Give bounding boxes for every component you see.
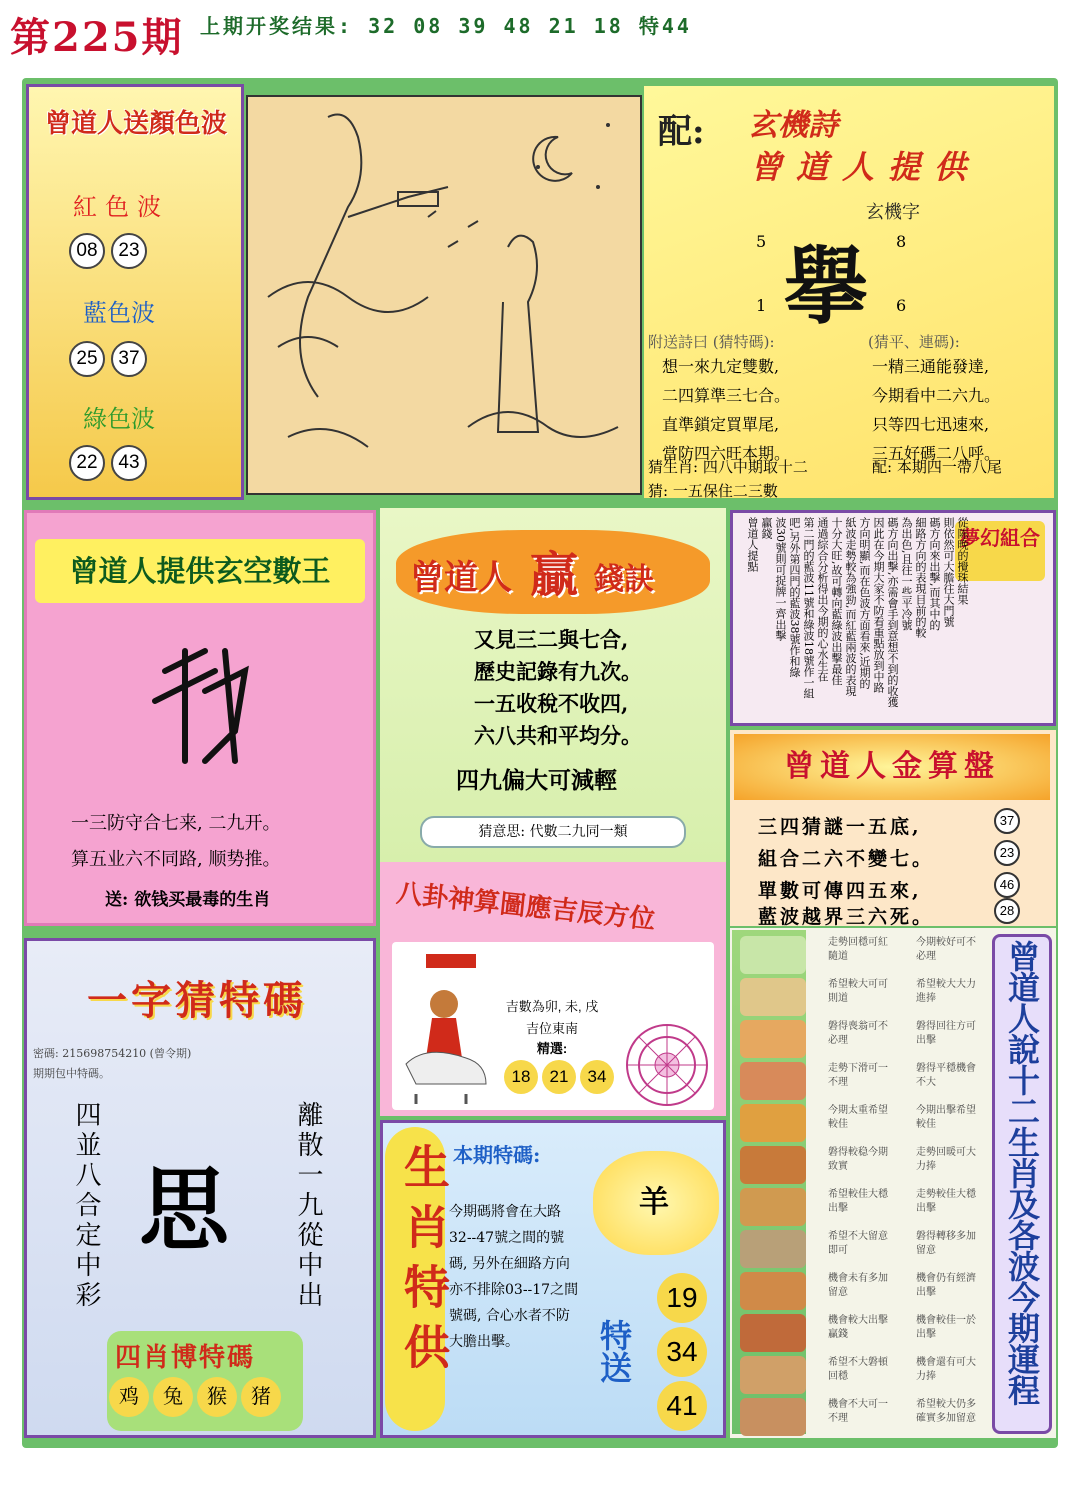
win-line: 又見三二與七合, — [474, 627, 629, 652]
forecast-cell: 走勢較佳大穩出擊 — [916, 1189, 976, 1214]
forecast-cell: 機會還有可大力捧 — [916, 1357, 976, 1382]
win-line: 一五收稅不收四, — [474, 691, 629, 716]
bagua-number: 18 — [504, 1060, 538, 1094]
win-formula-panel — [380, 508, 726, 862]
forecast-cell: 今期出擊希望較佳 — [916, 1105, 976, 1130]
last-result: 上期开奖结果: 32 08 39 48 21 18 特44 — [200, 14, 692, 38]
left-column-text: 四並八合定中彩 — [71, 1101, 101, 1311]
zodiac-special-title: 本期特碼: — [453, 1143, 541, 1167]
poem-line: 當防四六旺本期。 — [662, 444, 791, 463]
mirror-col: 吧,另外第四門的藍波38號作和綠 — [788, 517, 801, 678]
blue-number: 25 — [69, 341, 105, 377]
bagua-title: 八卦神算圖應吉辰方位 — [394, 878, 657, 936]
bagua-number: 34 — [580, 1060, 614, 1094]
horse-icon — [740, 1188, 806, 1226]
mirror-col: 從陈晚的攪珠結果 — [956, 517, 969, 605]
blue-wave-label: 藍色波 — [83, 299, 155, 327]
win-poem — [474, 624, 642, 752]
forecast-cell: 機會不大可一不理 — [828, 1399, 888, 1424]
special-number: 34 — [657, 1327, 707, 1377]
guess-line: 猜: 一五保住二三數 — [648, 482, 778, 500]
rabbit-icon — [740, 1062, 806, 1100]
blue-number: 37 — [111, 341, 147, 377]
mirror-title: 夢幻組合 — [955, 521, 1045, 581]
code-line-2: 期期包中特碼。 — [33, 1067, 110, 1080]
header — [0, 0, 1080, 70]
win-title-a: 曾道人 — [410, 558, 512, 598]
forecast-cell: 機會較佳一於出擊 — [916, 1315, 976, 1340]
forecast-cell: 磐得較稳今期致實 — [828, 1147, 888, 1172]
four-zodiac-list — [109, 1377, 285, 1417]
mirror-col: 波30號則可捉牌一齊出擊 — [774, 517, 787, 641]
special-number: 41 — [657, 1381, 707, 1431]
forecast-cell: 機會仍有經濟出擊 — [916, 1273, 976, 1298]
mirror-columns — [735, 517, 969, 723]
bagua-panel — [380, 862, 726, 1116]
tesong-label: 特送 — [595, 1319, 633, 1383]
xuankong-title: 曾道人提供玄空數王 — [35, 539, 365, 603]
one-word-panel — [24, 938, 376, 1438]
forecast-cell: 磐得平穩機會不大 — [916, 1063, 976, 1088]
red-wave-label: 紅色波 — [73, 193, 169, 221]
right-column-text: 離散一九從中出 — [293, 1101, 323, 1311]
forecast-cell: 磐得轉移多加留意 — [916, 1231, 976, 1256]
sheep-char: 羊 — [639, 1185, 669, 1220]
right-poem — [872, 352, 1000, 468]
zodiac-chip: 猪 — [241, 1377, 281, 1417]
xuankong-line-2: 算五业六不同路, 顺势推。 — [71, 849, 281, 870]
poem-line: 今期看中二六九。 — [872, 386, 1001, 405]
zodiac-vertical-title: 生肖特供 — [397, 1143, 451, 1383]
horse-rider-icon — [396, 944, 492, 1104]
poem-line: 二四算準三七合。 — [662, 386, 791, 405]
forecast-cell: 希望較佳大穩出擊 — [828, 1189, 888, 1214]
forecast-cell: 機會較大出擊贏錢 — [828, 1315, 888, 1340]
mirror-col: 碼方向出擊,亦需會手到意想不到的收獲 — [886, 517, 899, 708]
poem-title: 玄機詩 — [748, 108, 838, 143]
red-number: 08 — [69, 233, 105, 269]
win-line: 歷史記錄有九次。 — [474, 659, 642, 684]
win-line: 六八共和平均分。 — [474, 723, 642, 748]
color-wave-title: 曾道人送顏色波 — [44, 109, 227, 139]
bagua-line-3: 精選: — [536, 1041, 568, 1056]
golden-abacus-panel — [730, 730, 1056, 926]
abacus-row: 單數可傳四五來, — [758, 880, 922, 902]
forecast-cell: 希望不大留意即可 — [828, 1231, 888, 1256]
goat-icon — [740, 1230, 806, 1268]
mirror-col: 因此在今期大家不防看重點放到中路 — [872, 517, 885, 693]
sketch-illustration — [246, 95, 642, 495]
pei-label: 配: — [658, 112, 705, 152]
xuankong-line-3: 送: 欲钱买最毒的生肖 — [105, 890, 271, 910]
mirror-col: 曾道人提點 — [746, 517, 759, 572]
mirror-col: 碼方向來出擊,而其中的 — [928, 517, 941, 631]
mirror-panel — [730, 510, 1056, 726]
mirror-col: 通過綜合分析得出今期的心水生在 — [816, 517, 829, 682]
issue-number: 第225期 — [10, 14, 184, 61]
left-poem — [662, 352, 790, 468]
abacus-number: 28 — [994, 898, 1020, 924]
mirror-col: 紙波走勢較為強勁,而紅藍兩波的表現 — [844, 517, 857, 697]
poem-line: 三五好碼二八呼。 — [872, 444, 1001, 463]
green-wave-numbers — [69, 445, 153, 481]
abacus-row: 藍波越界三六死。 — [758, 906, 935, 928]
fairy-sketch-icon — [248, 97, 640, 493]
mirror-col: 方向明顯,而在色波方面看來,近期的 — [858, 517, 871, 689]
forecast-cell: 走勢回穩可紅隨道 — [828, 937, 888, 962]
bagua-number: 21 — [542, 1060, 576, 1094]
mirror-col: 細路方向的表現目前的較 — [914, 517, 927, 638]
poem-line: 想一來九定雙數, — [662, 357, 780, 376]
bagua-numbers — [504, 1060, 618, 1094]
bagua-diagram-icon — [624, 1022, 710, 1108]
color-wave-panel — [26, 84, 244, 500]
green-wave-label: 綠色波 — [83, 405, 155, 433]
blue-wave-numbers — [69, 341, 153, 377]
twelve-title: 曾道人說十二生肖及各波今期運程 — [1003, 940, 1041, 1405]
mirror-col: 為出色,且往一些平冷號 — [900, 517, 913, 631]
forecast-cell: 希望較大可可則道 — [828, 979, 888, 1004]
green-number: 22 — [69, 445, 105, 481]
snake-icon — [740, 1146, 806, 1184]
code-line: 密碼: 215698754210 (曾令期) — [33, 1047, 192, 1060]
mirror-col: 十分大旺,故可轉向藍綠波出擊最佳 — [830, 517, 843, 686]
abacus-number: 23 — [994, 840, 1020, 866]
poem-provider: 曾道人提供 — [750, 148, 981, 186]
four-zodiac-title: 四肖博特碼 — [115, 1343, 256, 1373]
pei-line: 配: 本期四一帶八尾 — [872, 458, 1002, 476]
tiger-icon — [740, 1020, 806, 1058]
zodiac-chip: 兔 — [153, 1377, 193, 1417]
win-meaning: 猜意思: 代數二九同一類 — [420, 816, 686, 848]
forecast-cell: 磐得回往方可出擊 — [916, 1021, 976, 1046]
rooster-icon — [740, 1314, 806, 1352]
abacus-row: 組合二六不變七。 — [758, 848, 935, 870]
forecast-cell: 今期較好可不必理 — [916, 937, 976, 962]
xuankong-panel — [24, 510, 376, 926]
monkey-icon — [740, 1272, 806, 1310]
pig-icon — [740, 1398, 806, 1436]
number-br: 6 — [896, 296, 907, 315]
zodiac-chip: 猴 — [197, 1377, 237, 1417]
abacus-number: 46 — [994, 872, 1020, 898]
forecast-cell: 磐得喪翁可不必理 — [828, 1021, 888, 1046]
xuankong-line-1: 一三防守合七来, 二九开。 — [71, 813, 281, 834]
bagua-line-1: 吉數為卯, 未, 戌 — [505, 999, 599, 1014]
zodiac-chip: 鸡 — [109, 1377, 149, 1417]
forecast-cell: 希望較大大力進捧 — [916, 979, 976, 1004]
zodiac-special-panel — [380, 1120, 726, 1438]
forecast-cell: 希望不大磐頓回穩 — [828, 1357, 888, 1382]
number-tr: 8 — [896, 232, 907, 251]
mirror-col: 贏錢 — [760, 517, 773, 539]
red-number: 23 — [111, 233, 147, 269]
general-figure-icon — [396, 944, 492, 1104]
forecast-cell: 走勢下滑可一不理 — [828, 1063, 888, 1088]
forecast-cell: 今期太重希望較佳 — [828, 1105, 888, 1130]
xuanji-zi-label: 玄機字 — [866, 202, 920, 223]
bagua-line-2: 吉位東南 — [525, 1021, 578, 1036]
special-number: 19 — [657, 1273, 707, 1323]
green-number: 43 — [111, 445, 147, 481]
bagua-wheel-icon — [624, 1022, 710, 1108]
forecast-cell: 機會未有多加留意 — [828, 1273, 888, 1298]
mirror-col: 則依然可大膽往大門號 — [942, 517, 955, 627]
number-bl: 1 — [756, 296, 767, 315]
forecast-cell: 希望較大仍多確實多加留意 — [916, 1399, 976, 1424]
poem-line: 一精三通能發達, — [872, 357, 990, 376]
poem-panel — [644, 86, 1054, 498]
one-word-char: 思 — [139, 1157, 229, 1263]
xuankong-glyph — [135, 631, 265, 781]
poem-line: 只等四七迅速來, — [872, 415, 990, 434]
win-title-b: 贏 — [530, 547, 579, 603]
win-extra: 四九偏大可減輕 — [456, 767, 617, 794]
one-word-title: 一字猜特碼 — [87, 977, 307, 1024]
red-wave-numbers — [69, 233, 153, 269]
dog-icon — [740, 1356, 806, 1394]
abacus-number: 37 — [994, 808, 1020, 834]
guess-zodiac-line: 猜生肖: 四八中期取十二 — [648, 458, 808, 476]
dragon-icon — [740, 1104, 806, 1142]
abacus-row: 三四猜謎一五底, — [758, 816, 922, 838]
calligraphy-icon — [135, 631, 265, 781]
right-poem-header: (猜平、連碼): — [868, 333, 960, 351]
number-tl: 5 — [756, 232, 767, 251]
left-poem-header: 附送詩曰 (猜特碼): — [648, 333, 775, 351]
zodiac-special-para: 今期碼將會在大路32--47號之間的號碼, 另外在細路方向亦不排除03--17之間號碼, 合心水者不防大膽出擊。 — [449, 1204, 579, 1350]
abacus-title: 曾道人金算盤 — [734, 734, 1050, 800]
mirror-col: 第二門的藍波11號和綠波18號作一組 — [802, 517, 815, 699]
rat-icon — [740, 936, 806, 974]
win-title-c: 錢訣 — [594, 562, 654, 597]
forecast-cell: 走勢回暖可大力捧 — [916, 1147, 976, 1172]
xuanji-char: 擧 — [784, 237, 869, 336]
poem-line: 直準鎖定買單尾, — [662, 415, 780, 434]
ox-icon — [740, 978, 806, 1016]
